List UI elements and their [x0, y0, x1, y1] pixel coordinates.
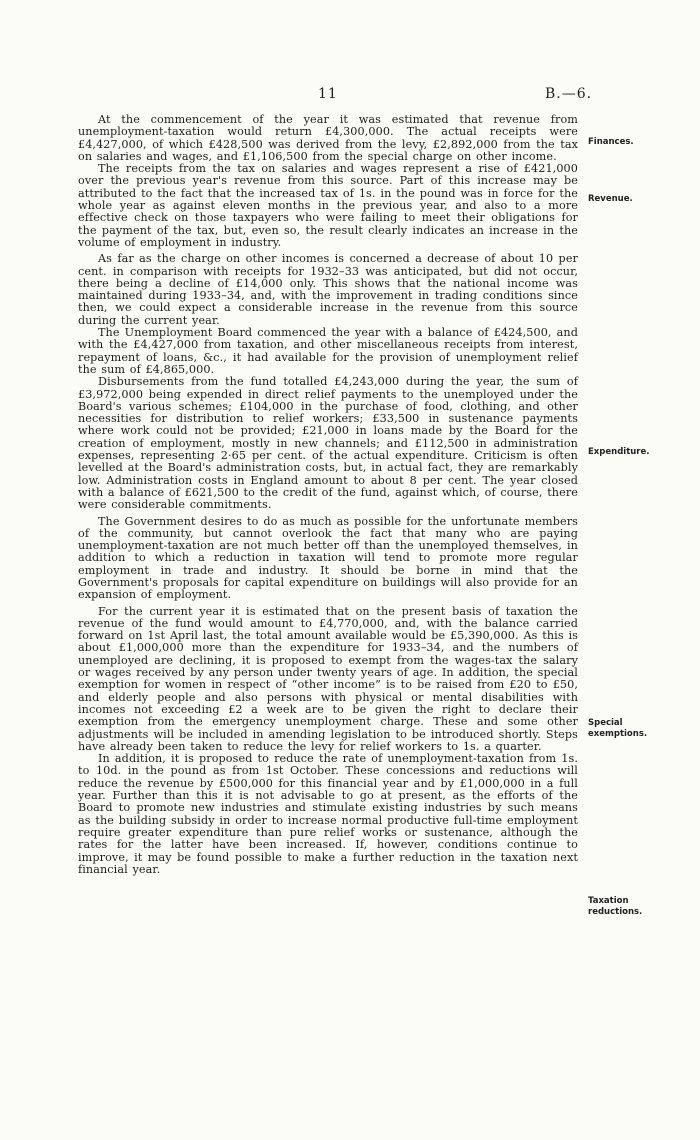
paragraph-expenditure: Disbursements from the fund totalled £4,243,000 during the year, the sum of £3,972,000 being expended in direct relief payments to the unemployed under the Board's various schemes; £104,000 in the purchase of food, clothing, and other necessities for distribution to relief workers; £33,500 in sustenance payments where work could not be provided; £21,000 in loans made by the Board for the creation of employment, mostly in new channels; and £112,500 in administration expenses, representing 2·65 per cent. of the actual expenditure. Criticism is often levelled at the Board's administration costs, but, in actual fact, they are remarkably low. Administration costs in England amount to about 8 per cent. The year closed with a balance of £621,500 to the credit of the fund, against which, of course, there were considerable commitments. — [78, 375, 578, 512]
margin-note-special-exemptions: Special exemptions. — [588, 718, 648, 739]
page-number: 11 — [318, 86, 338, 102]
paragraph-board-balance: The Unemployment Board commenced the year with a balance of £424,500, and with the £4,427,000 from taxation, and other miscellaneous receipts from interest, repayment of loans, &c., it had available for the provision of unemployment relief the sum of £4,865,000. — [78, 326, 578, 376]
margin-note-revenue: Revenue. — [588, 194, 633, 204]
margin-note-finances: Finances. — [588, 137, 634, 147]
paragraph-finances: At the commencement of the year it was estimated that revenue from unemployment-taxation would return £4,300,000. The actual receipts were £4,427,000, of which £428,500 was derived from the levy, £2,892,000 from the tax on salaries and wages, and £1,106,500 from the special charge on other income. — [78, 113, 578, 163]
paragraph-special-exemptions: For the current year it is estimated that on the present basis of taxation the revenue of the fund would amount to £4,770,000, and, with the balance carried forward on 1st April last, the total amount available would be £5,390,000. As this is about £1,000,000 more than the expenditure for 1933–34, and the numbers of unemployed are declining, it is proposed to exempt from the wages-tax the salary or wages received by any person under twenty years of age. In addition, the special exemption for women in respect of “other income” is to be raised from £20 to £50, and elderly people and also persons with physical or mental disabilities with incomes not exceeding £2 a week are to be given the right to declare their exemption from the emergency unemployment charge. These and some other adjustments will be included in amending legislation to be introduced shortly. Steps have already been taken to reduce the levy for relief workers to 1s. a quarter. — [78, 604, 578, 753]
paragraph-revenue: The receipts from the tax on salaries and wages represent a rise of £421,000 over the previous year's revenue from this source. Part of this increase may be attributed to the fact that the increased tax of 1s. in the pound was in force for the whole year as against eleven months in the previous year, and also to a more effective check on those taxpayers who were failing to meet their obligations for the payment of the tax, but, even so, the result clearly indicates an increase in the volume of employment in industry. — [78, 162, 578, 249]
paragraph-government: The Government desires to do as much as possible for the unfortunate members of the community, but cannot overlook the fact that many who are paying unemployment-taxation are not much better off than the unemployed themselves, in addition to which a reduction in taxation will tend to promote more regular employment in trade and industry. It should be borne in mind that the Government's proposals for capital expenditure on buildings will also provide for an expansion of employment. — [78, 514, 578, 602]
body-text — [78, 114, 578, 876]
paragraph-taxation-reductions: In addition, it is proposed to reduce the rate of unemployment-taxation from 1s. to 10d. in the pound as from 1st October. These concessions and reductions will reduce the revenue by £500,000 for this financial year and by £1,000,000 in a full year. Further than this it is not advisable to go at present, as the efforts of the Board to promote new industries and stimulate existing industries by such means as the building subsidy in order to increase normal productive full-time employment require greater expenditure than pure relief works or sustenance, although the rates for the latter have been increased. If, however, conditions continue to improve, it may be found possible to make a further reduction in the taxation next financial year. — [78, 752, 578, 876]
paragraph-other-incomes: As far as the charge on other incomes is concerned a decrease of about 10 per cent. in comparison with receipts for 1932–33 was anticipated, but did not occur, there being a decline of £14,000 only. This shows that the national income was maintained during 1933–34, and, with the improvement in trading conditions since then, we could expect a considerable increase in the revenue from this source during the current year. — [78, 252, 578, 327]
margin-note-expenditure: Expenditure. — [588, 447, 650, 457]
margin-note-taxation-reductions: Taxation reductions. — [588, 896, 643, 917]
document-reference: B.—6. — [545, 86, 593, 102]
